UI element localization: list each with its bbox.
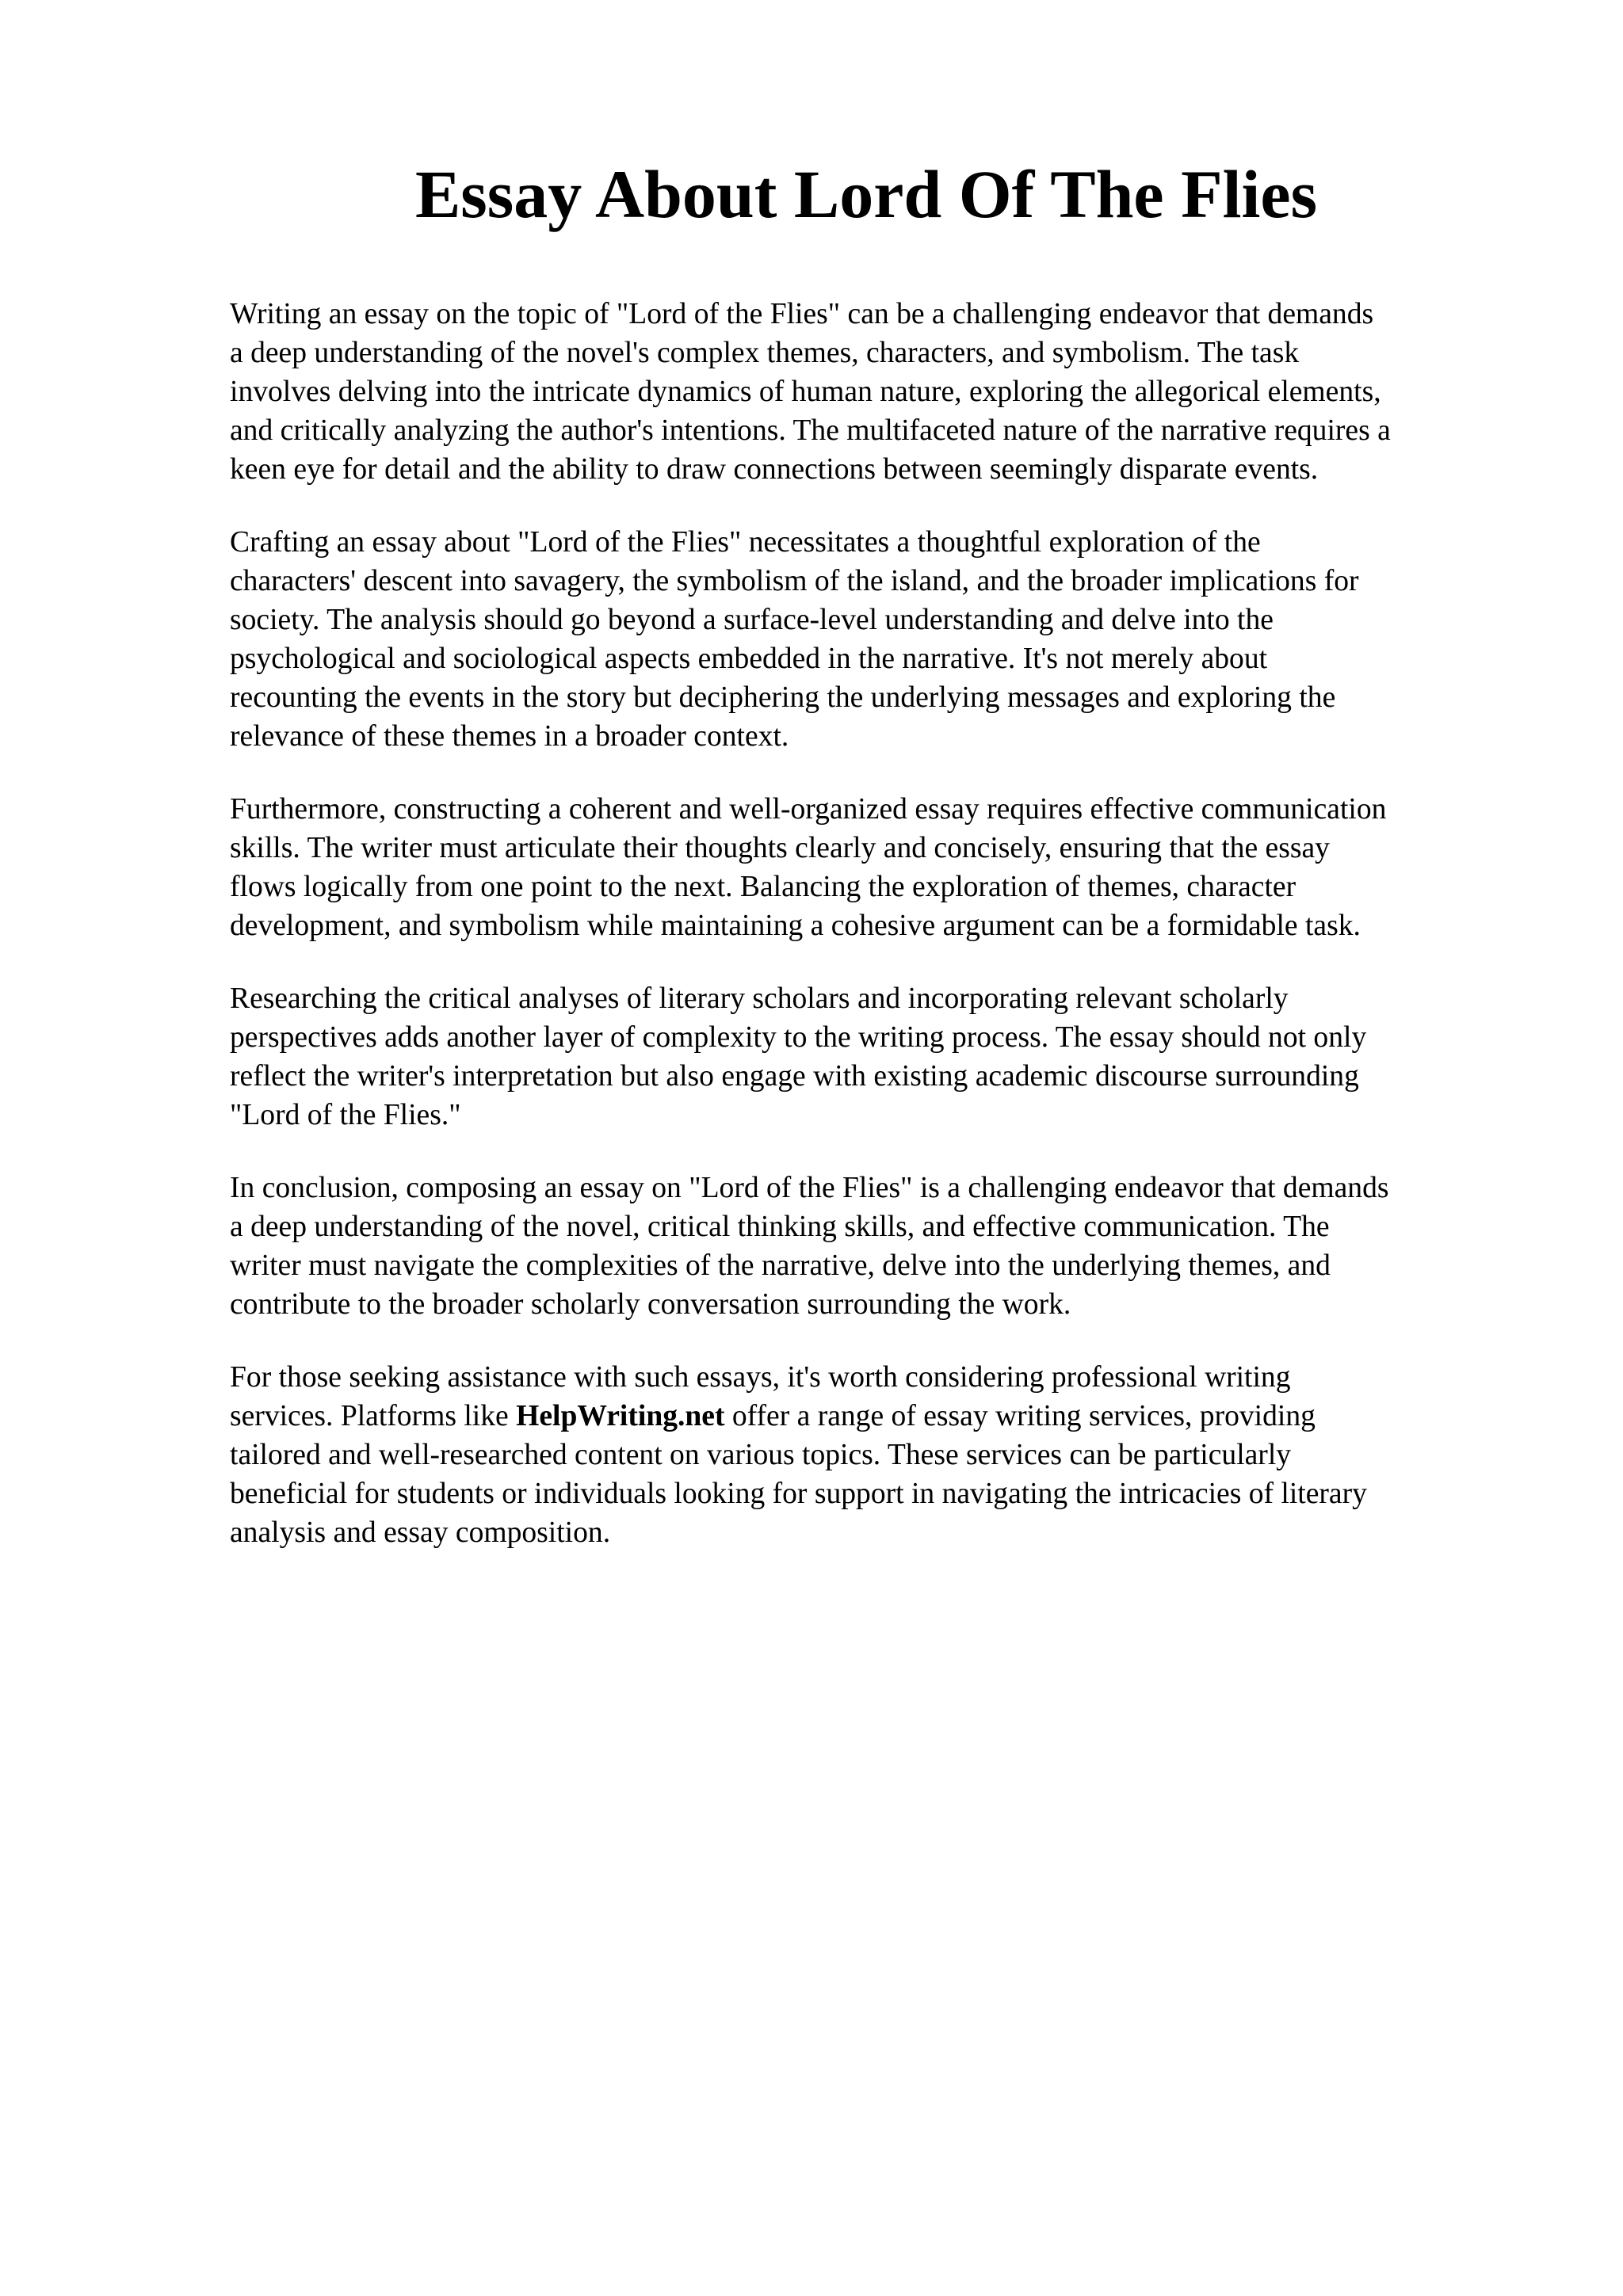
text-line: and critically analyzing the author's intentions. The multifaceted nature of the narrative requires a: [230, 414, 1391, 447]
text-line: involves delving into the intricate dynamics of human nature, exploring the allegorical elements,: [230, 376, 1381, 408]
text-line: relevance of these themes in a broader context.: [230, 720, 789, 753]
text-line: "Lord of the Flies.": [230, 1099, 461, 1131]
text-line: recounting the events in the story but deciphering the underlying messages and exploring the: [230, 681, 1336, 714]
text-line: a deep understanding of the novel's complex themes, characters, and symbolism. The task: [230, 337, 1300, 369]
document-body: [230, 295, 1545, 1586]
paragraph-4: [230, 979, 1545, 1135]
text-line: writer must navigate the complexities of the narrative, delve into the underlying themes, and: [230, 1249, 1331, 1282]
text-line: [230, 1397, 1545, 1436]
text-line: psychological and sociological aspects embedded in the narrative. It's not merely about: [230, 643, 1268, 675]
paragraph-2: [230, 523, 1545, 756]
text-line: characters' descent into savagery, the symbolism of the island, and the broader implications for: [230, 565, 1359, 597]
text-line: Researching the critical analyses of literary scholars and incorporating relevant scholarly: [230, 982, 1289, 1015]
text-line: beneficial for students or individuals looking for support in navigating the intricacies of literary: [230, 1478, 1367, 1510]
paragraph-5: [230, 1169, 1545, 1324]
text-line: skills. The writer must articulate their thoughts clearly and concisely, ensuring that the essay: [230, 832, 1330, 864]
text-line: contribute to the broader scholarly conversation surrounding the work.: [230, 1288, 1071, 1321]
paragraph-6: [230, 1358, 1545, 1552]
text-line: society. The analysis should go beyond a surface-level understanding and delve into the: [230, 604, 1274, 636]
text-line: reflect the writer's interpretation but also engage with existing academic discourse surrounding: [230, 1060, 1359, 1093]
text-line: perspectives adds another layer of complexity to the writing process. The essay should not only: [230, 1021, 1367, 1054]
text-line: flows logically from one point to the next. Balancing the exploration of themes, character: [230, 871, 1296, 903]
text-segment: offer a range of essay writing services, providing: [724, 1400, 1316, 1432]
text-line: Writing an essay on the topic of "Lord of the Flies" can be a challenging endeavor that demands: [230, 298, 1374, 330]
text-line: Crafting an essay about "Lord of the Flies" necessitates a thoughtful exploration of the: [230, 526, 1261, 559]
text-line: tailored and well-researched content on various topics. These services can be particularly: [230, 1439, 1292, 1471]
paragraph-3: [230, 790, 1545, 945]
document-title: Essay About Lord Of The Flies: [414, 156, 1318, 232]
text-line: analysis and essay composition.: [230, 1516, 611, 1549]
brand-name: HelpWriting.net: [516, 1400, 725, 1432]
text-line: Furthermore, constructing a coherent and well-organized essay requires effective communication: [230, 793, 1387, 826]
text-line: keen eye for detail and the ability to draw connections between seemingly disparate events.: [230, 453, 1319, 486]
paragraph-1: [230, 295, 1545, 489]
text-line: In conclusion, composing an essay on "Lord of the Flies" is a challenging endeavor that demands: [230, 1172, 1389, 1204]
text-line: For those seeking assistance with such essays, it's worth considering professional writing: [230, 1361, 1291, 1394]
text-line: a deep understanding of the novel, critical thinking skills, and effective communication. The: [230, 1211, 1330, 1243]
text-segment: services. Platforms like: [230, 1400, 517, 1432]
text-line: development, and symbolism while maintaining a cohesive argument can be a formidable task.: [230, 910, 1361, 942]
